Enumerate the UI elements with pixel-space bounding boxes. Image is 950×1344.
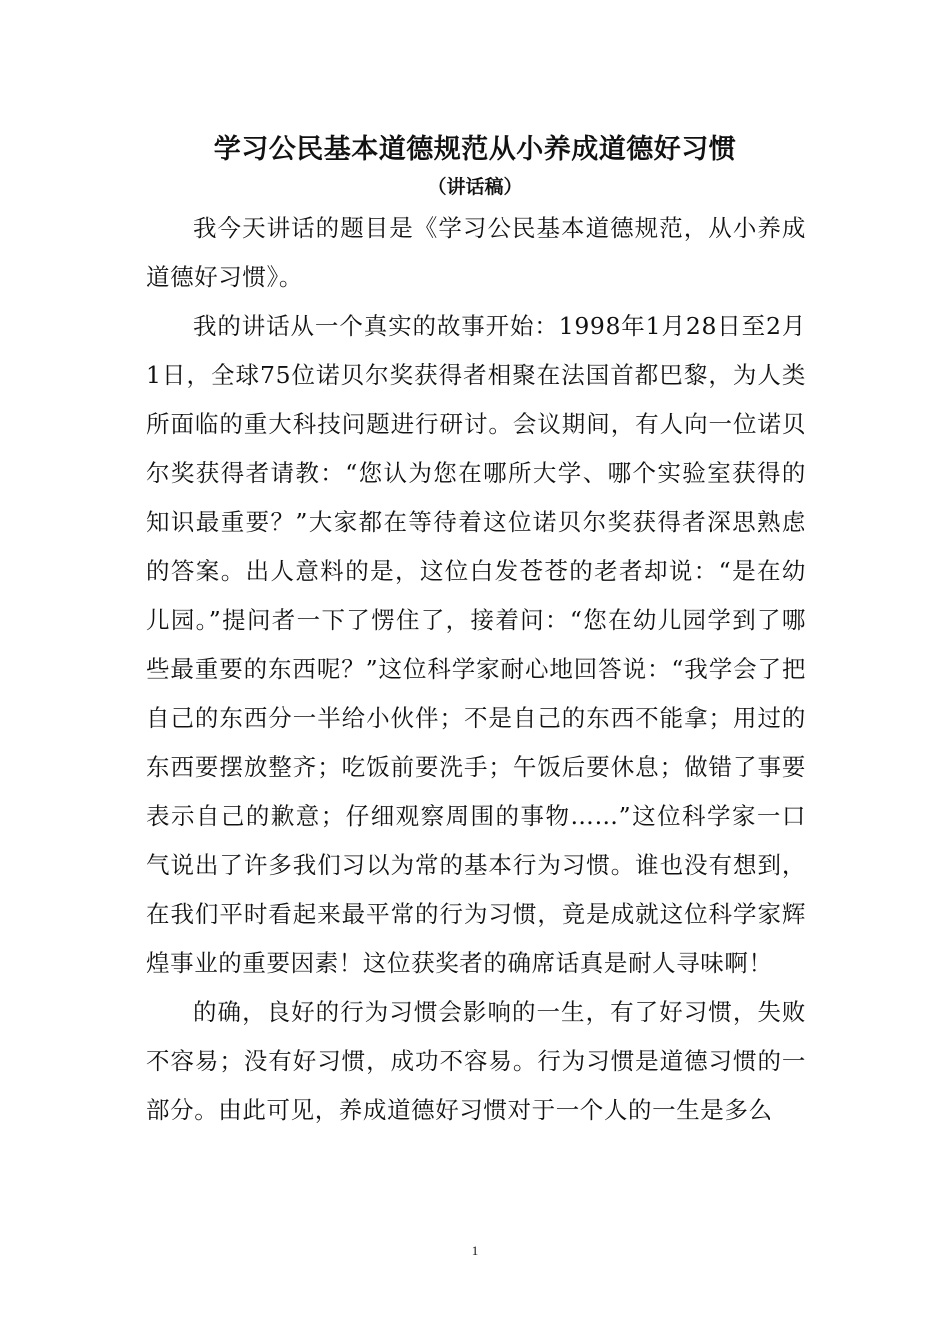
page-title: 学习公民基本道德规范从小养成道德好习惯 — [213, 134, 737, 165]
paragraph: 的确，良好的行为习惯会影响的一生，有了好习惯，失败不容易；没有好习惯，成功不容易。行为习惯是道德习惯的一部分。由此可见，养成道德好习惯对于一个人的一生是多么 — [146, 998, 806, 1124]
paragraph: 我今天讲话的题目是《学习公民基本道德规范，从小养成道德好习惯》。 — [146, 214, 806, 291]
paragraph: 我的讲话从一个真实的故事开始：1998年1月28日至2月1日，全球75位诺贝尔奖获得者相聚在法国首都巴黎，为人类所面临的重大科技问题进行研讨。会议期间，有人向一位诺贝尔奖获得者请教：“您认为您在哪所大学、哪个实验室获得的知识最重要？”大家都在等待着这位诺贝尔奖获得者深思熟虑的答案。出人意料的是，这位白发苍苍的老者却说：“是在幼儿园。”提问者一下了愣住了，接着问：“您在幼儿园学到了哪些最重要的东西呢？”这位科学家耐心地回答说：“我学会了把自己的东西分一半给小伙伴；不是自己的东西不能拿；用过的东西要摆放整齐；吃饭前要洗手；午饭后要休息；做错了事要表示自己的歉意；仔细观察周围的事物……”这位科学家一口气说出了许多我们习以为常的基本行为习惯。谁也没有想到，在我们平时看起来最平常的行为习惯，竟是成就这位科学家辉煌事业的重要因素！这位获奖者的确席话真是耐人寻味啊！ — [146, 312, 806, 977]
page-subtitle: （讲话稿） — [427, 176, 523, 198]
body-text — [146, 204, 806, 1135]
page-number: 1 — [471, 1243, 479, 1258]
